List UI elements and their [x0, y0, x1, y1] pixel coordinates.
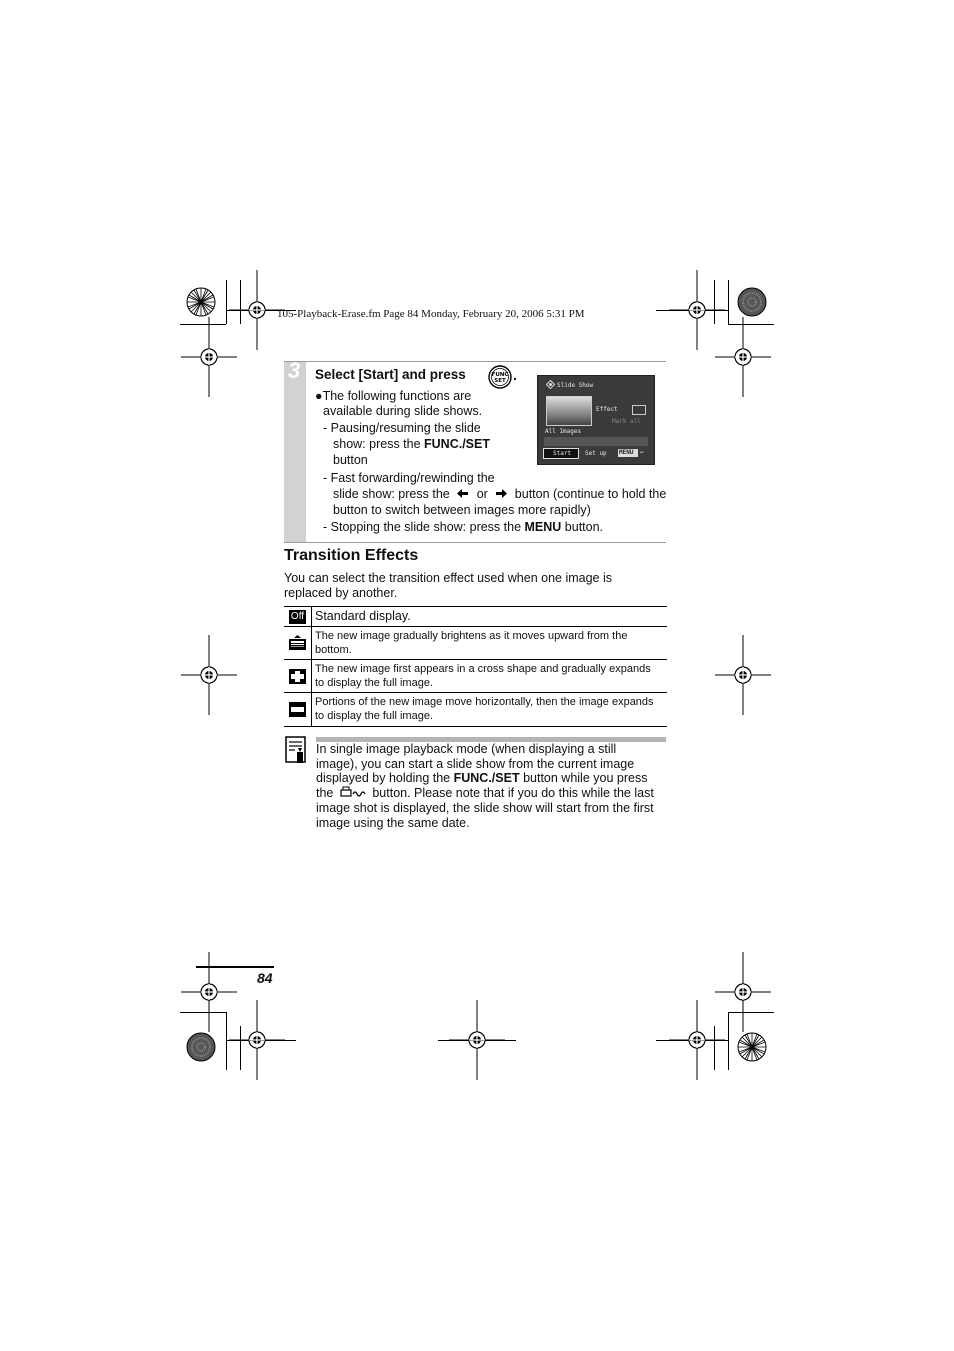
item1-line2: show: press the FUNC./SET: [333, 437, 490, 451]
step-title-period: .: [513, 367, 517, 383]
bullet-dot-icon: ●: [315, 389, 323, 403]
item1-line1: - Pausing/resuming the slide: [323, 421, 481, 435]
file-header: 105-Playback-Erase.fm Page 84 Monday, February 20, 2006 5:31 PM: [277, 308, 585, 320]
cross-icon: [289, 669, 306, 684]
camera-lcd-screenshot: [537, 375, 655, 465]
item2-line2: slide show: press the or button (continue to hold the: [333, 487, 667, 501]
lcd-title: Slide Show: [557, 382, 594, 389]
print-share-icon: [339, 786, 367, 798]
bullet-intro: ●The following functions are: [315, 389, 472, 403]
func-set-button-icon: [488, 365, 512, 389]
lcd-menu-badge: MENU: [618, 449, 638, 457]
slideshow-icon: [546, 380, 555, 389]
section-title: Transition Effects: [284, 547, 419, 564]
step-bottom-rule: [284, 542, 666, 543]
table-row: The new image first appears in a cross shape and gradually expands to display the full image.: [284, 659, 667, 693]
right-arrow-icon: [494, 488, 508, 499]
svg-text:FUNC: FUNC: [491, 372, 509, 378]
bullet-intro-2: available during slide shows.: [323, 404, 483, 418]
lcd-return-icon: ↩: [640, 449, 644, 456]
step-number: 3: [288, 358, 301, 383]
section-intro: You can select the transition effect used when one image is replaced by another.: [284, 571, 612, 600]
step-title: Select [Start] and press: [315, 367, 466, 382]
lcd-setup: Set up: [585, 450, 607, 457]
fade-up-icon: [289, 635, 306, 650]
left-arrow-icon: [456, 488, 470, 499]
item2-line3: button to switch between images more rapidly): [333, 503, 591, 517]
lcd-category-strip: [544, 437, 648, 446]
lcd-start-button: Start: [543, 448, 579, 459]
note-text: In single image playback mode (when displaying a still image), you can start a slide show from the current image displayed by holding the FUNC./SET button while you press the button. Please note that if you do this while the last image shot is displayed, the slide show will start from the first image using the same date.: [316, 742, 654, 830]
step-top-rule: [284, 361, 666, 362]
svg-text:SET: SET: [494, 378, 506, 384]
item2-line1: - Fast forwarding/rewinding the: [323, 471, 495, 485]
lcd-thumbnail: [546, 396, 592, 426]
step-sidebar: [284, 362, 306, 542]
note-icon: [285, 736, 307, 764]
page-number: 84: [257, 970, 273, 986]
off-icon: Off: [290, 611, 305, 622]
lcd-mark-all: Mark all: [612, 418, 641, 425]
item3-line: - Stopping the slide show: press the MENU button.: [323, 520, 604, 534]
table-row: Portions of the new image move horizontally, then the image expands to display the full image.: [284, 692, 667, 727]
effect-setting-icon: [632, 405, 646, 415]
item1-line3: button: [333, 453, 368, 467]
table-row: The new image gradually brightens as it moves upward from the bottom.: [284, 626, 667, 660]
lcd-all-images: All Images: [545, 428, 582, 435]
lcd-effect-label: Effect: [596, 406, 618, 413]
table-row: Off Standard display.: [284, 606, 667, 627]
horizontal-icon: [289, 702, 306, 717]
